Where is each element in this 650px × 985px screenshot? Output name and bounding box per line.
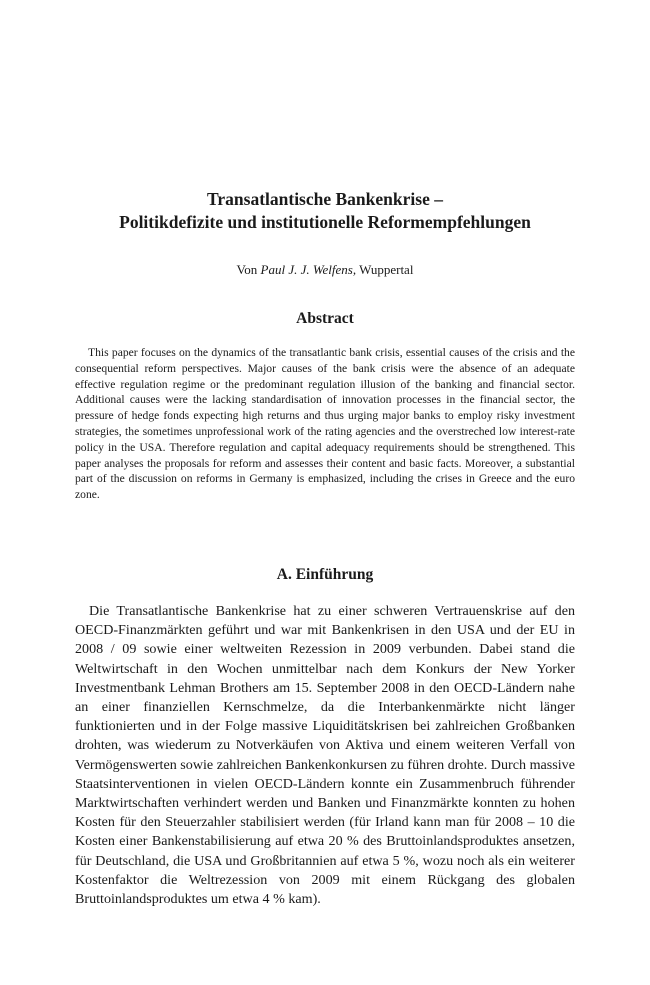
author-name: Paul J. J. Welfens, bbox=[260, 262, 357, 277]
section-heading: A. Einführung bbox=[276, 566, 374, 583]
paper-title bbox=[0, 188, 650, 234]
title-line-1: Transatlantische Bankenkrise – bbox=[207, 189, 443, 209]
section-body-text: Die Transatlantische Bankenkrise hat zu einer schweren Vertrauenskrise auf den OECD-Finanzmärkten geführt und war mit Bankenkrisen in den USA und der EU in 2008 / 09 sowie einer weltweiten Rezession in 2009 verbunden. Dabei stand die Weltwirtschaft in den Wochen unmittelbar nach dem Konkurs der New Yorker Investmentbank Lehman Brothers am 15. September 2008 in den OECD-Ländern nahe an einer finanziellen Kernschmelze, da die Interbankenmärkte nicht länger funktionierten und in der Folge massive Liquiditätskrisen bei zahlreichen Großbanken drohten, was wiederum zu Notverkäufen von Aktiva und einem weiteren Verfall von Vermögenswerten sowie zahlreichen Bankenkonkursen zu führen drohte. Durch massive Staatsinterventionen in vielen OECD-Ländern konnte ein Zusammenbruch führender Marktwirtschaften verhindert werden und Banken und Finanzmärkte konnten zu hohen Kosten für den Steuerzahler stabilisiert werden (für Irland kann man für 2008 – 10 die Kosten einer Bankenstabilisierung auf etwa 20 % des Bruttoinlandsproduktes ansetzen, für Deutschland, die USA und Großbritannien auf etwa 5 %, wozu noch als ein weiterer Kostenfaktor die Weltrezession von 2009 mit einem Rückgang des globalen Bruttoinlandsproduktes um etwa 4 % kam). bbox=[75, 603, 575, 908]
abstract-heading: Abstract bbox=[296, 310, 354, 327]
abstract-text: This paper focuses on the dynamics of the transatlantic bank crisis, essential causes of the crisis and the consequential reform perspectives. Major causes of the bank crisis were the absence of an adequate effective regulation regime or the predominant regulation illusion of the banking and financial sector. Additional causes were the lacking standardisation of innovation processes in the financial sector, the pressure of hedge fonds expecting high returns and thus urging major banks to employ risky investment strategies, the sometimes unprofessional work of the rating agencies and the overstreched low interest-rate policy in the USA. Therefore regulation and capital adequacy requirements should be strengthened. This paper analyses the proposals for reform and assesses their content and basic facts. Moreover, a substantial part of the discussion on reforms in Germany is emphasized, including the crises in Greece and the euro zone. bbox=[75, 346, 575, 502]
author-line bbox=[0, 262, 650, 278]
title-line-2: Politikdefizite und institutionelle Reformempfehlungen bbox=[119, 212, 531, 232]
author-prefix: Von bbox=[236, 262, 258, 277]
author-location: Wuppertal bbox=[359, 262, 414, 277]
